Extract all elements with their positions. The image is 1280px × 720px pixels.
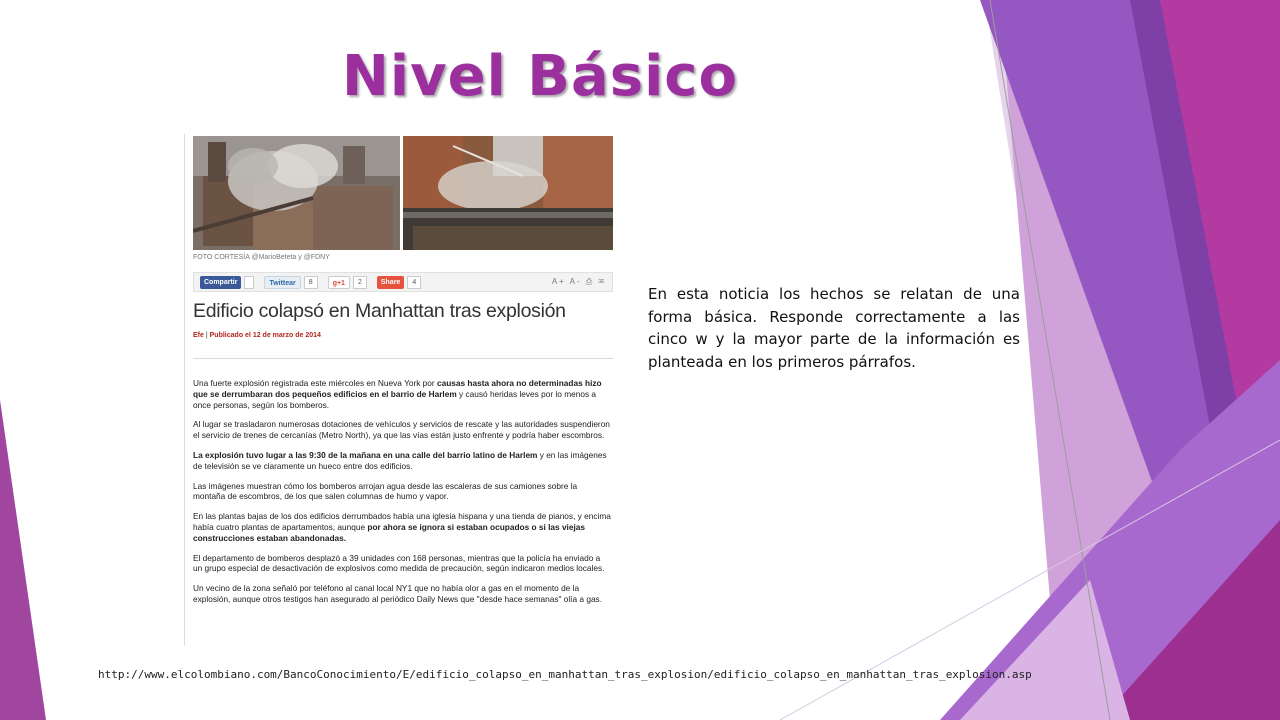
photo-credit: FOTO CORTESÍA @MarioBeteta y @FDNY [193, 254, 330, 261]
article-paragraph: Al lugar se trasladaron numerosas dotaciones de vehículos y servicios de rescate y las autoridades suspendieron el servicio de trenes de cercanías (Metro North), ya que las vías están justo enfrente y podría haber escombros. [193, 419, 610, 441]
article-byline [193, 332, 321, 339]
share-bar [193, 272, 613, 292]
news-article-screenshot [184, 134, 618, 646]
article-tools[interactable]: A+ A- ⎙ ✉ [551, 277, 606, 286]
slide-title: Nivel Básico [342, 44, 738, 109]
p3-bold: La explosión tuvo lugar a las 9:30 de la mañana en una calle del barrio latino de Harlem [193, 449, 538, 460]
article-paragraph [193, 511, 611, 543]
p5-text: En las plantas bajas de los dos edificios derrumbados había una iglesia hispana y una tienda de pianos, y encima había cuatro plantas de apartamentos, aunque [193, 511, 611, 532]
slide-description: En esta noticia los hechos se relatan de una forma básica. Responde correctamente a las cinco w y la mayor parte de la información es planteada en los primeros párrafos. [648, 285, 1020, 371]
twitter-count: 8 [304, 276, 318, 289]
p3-text: y en las imágenes de televisión se ve claramente un hueco entre dos edificios. [193, 449, 607, 471]
article-paragraph [193, 450, 611, 472]
byline-source: Efe [193, 332, 204, 339]
gplus-count: 2 [353, 276, 367, 289]
article-body [193, 378, 611, 614]
share-count: 4 [407, 276, 421, 289]
article-headline: Edificio colapsó en Manhattan tras explosión [193, 300, 566, 322]
p1-text-end: y causó heridas leves por lo menos a once personas, según los bomberos. [193, 388, 597, 410]
twitter-share-button[interactable]: Twittear [264, 276, 300, 289]
facebook-share-button[interactable]: Compartir [200, 276, 241, 289]
article-paragraph: Las imágenes muestran cómo los bomberos arrojan agua desde las escaleras de sus camiones sobre la montaña de escombros, de los que salen columnas de humo y vapor. [193, 480, 578, 502]
divider [193, 358, 613, 359]
decor-left-wedge [0, 400, 46, 720]
photo-left-explosion-smoke [193, 136, 400, 250]
gplus-button[interactable]: g+1 [328, 276, 350, 289]
article-paragraph: El departamento de bomberos desplazó a 39 unidades con 168 personas, mientras que la policía ha enviado a un grupo especial de desactivación de explosivos como medida de precaución, según indicaron medios locales. [193, 552, 605, 574]
source-url[interactable]: http://www.elcolombiano.com/BancoConocimiento/E/edificio_colapso_en_manhattan_tras_explosion/edificio_colapso_en_manhattan_tras_explosion.asp [98, 668, 1032, 681]
share-button[interactable]: Share [377, 276, 404, 289]
p5-bold: por ahora se ignora si estaban ocupados o si las viejas construcciones estaban abandonadas. [193, 521, 586, 543]
p1-text: Una fuerte explosión registrada este miércoles en Nueva York por [193, 378, 437, 388]
article-paragraph [193, 378, 611, 410]
news-photos [193, 136, 613, 250]
facebook-count [244, 276, 254, 289]
article-paragraph: Un vecino de la zona señaló por teléfono al canal local NY1 que no había olor a gas en el momento de la explosión, aunque otros testigos han asegurado al periódico Daily News que "desde hace semanas" olía a gas. [193, 583, 603, 604]
p1-bold: causas hasta ahora no determinadas hizo que se derrumbaran dos pequeños edificios en el barrio de Harlem [193, 378, 602, 399]
byline-published-date: Publicado el 12 de marzo de 2014 [209, 332, 321, 339]
byline-separator: | [205, 332, 208, 339]
photo-right-firefighters [403, 136, 613, 250]
